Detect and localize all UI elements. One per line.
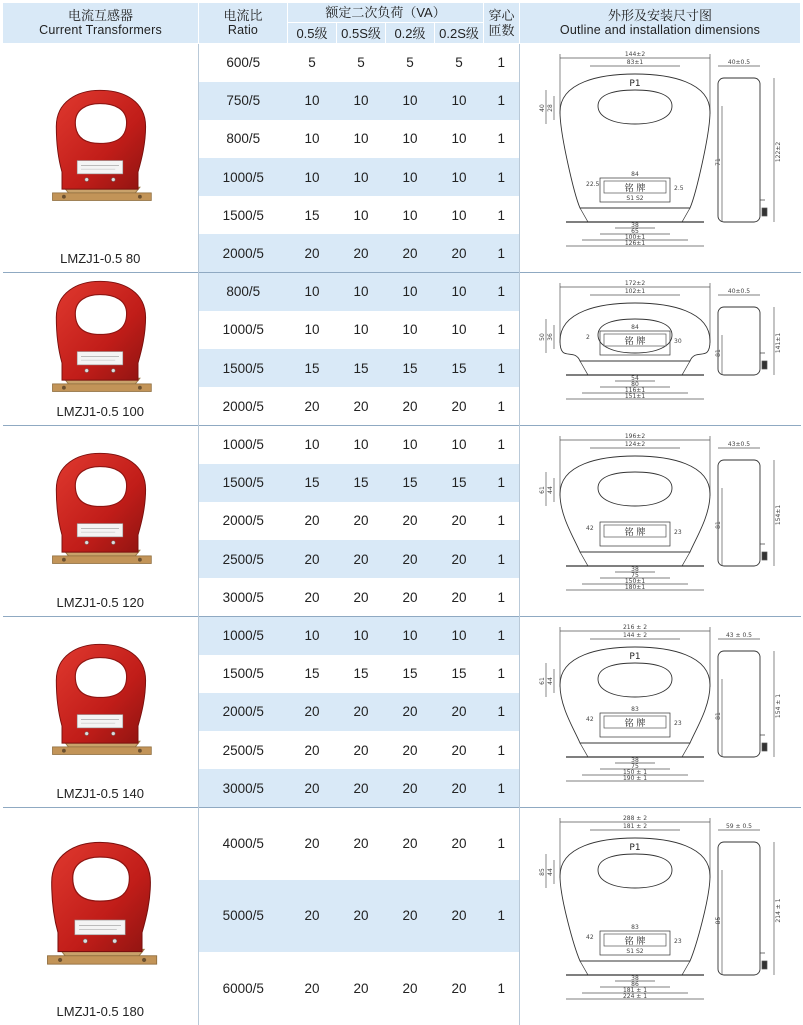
burden-cell: 20 [288, 540, 337, 578]
burden-cell: 20 [337, 234, 386, 272]
burden-cell: 20 [304, 589, 320, 605]
turns-cell: 1 [497, 980, 506, 996]
table-row [3, 273, 801, 311]
burden-cell: 20 [386, 540, 435, 578]
nameplate-label: 铭 牌 [624, 937, 646, 947]
burden-cell: 20 [402, 589, 418, 605]
burden-cell: 10 [435, 273, 484, 311]
burden-cell: 10 [337, 273, 386, 311]
dim-top-width: 172±2 [624, 280, 646, 287]
burden-cell: 5 [288, 44, 337, 82]
ratio-cell: 800/5 [199, 273, 288, 311]
dim-b1: 38 [631, 222, 639, 229]
nameplate-label: 铭 牌 [624, 528, 646, 538]
current-transformer-image [37, 835, 163, 972]
ratio-cell: 2000/5 [222, 513, 264, 529]
burden-cell: 20 [402, 742, 418, 758]
turns-cell: 1 [484, 880, 520, 952]
turns-cell: 1 [484, 426, 520, 464]
burden-cell: 10 [451, 322, 467, 338]
burden-cell: 10 [386, 273, 435, 311]
model-name: LMZJ1-0.5 140 [56, 786, 144, 801]
ratio-cell: 1000/5 [199, 158, 288, 196]
dim-height: 154±1 [775, 504, 783, 526]
dim-d3: 83 [631, 706, 639, 713]
burden-cell: 20 [337, 693, 386, 731]
burden-cell: 10 [353, 322, 369, 338]
burden-cell: 10 [402, 131, 418, 147]
dim-inner-width: 102±1 [624, 288, 646, 295]
burden-cell: 20 [304, 980, 320, 996]
dim-d4: 85 [715, 916, 723, 925]
dim-d1: 85 [539, 868, 547, 876]
outline-cell [520, 426, 801, 617]
burden-cell: 20 [353, 513, 369, 529]
turns-cell: 1 [484, 464, 520, 502]
dim-d5: 23 [674, 938, 682, 945]
ratio-cell: 3000/5 [199, 769, 288, 807]
model-name: LMZJ1-0.5 80 [60, 251, 141, 266]
ratio-cell: 2000/5 [199, 693, 288, 731]
header-ratio: 电流比 Ratio [199, 3, 288, 44]
burden-cell: 20 [451, 980, 467, 996]
dim-d1: 61 [539, 486, 547, 494]
outline-drawing [520, 273, 801, 425]
turns-cell: 1 [484, 540, 520, 578]
dim-top-width: 144±2 [624, 51, 646, 58]
burden-cell: 15 [288, 349, 337, 387]
header-outline: 外形及安装尺寸图 Outline and installation dimensions [520, 3, 801, 44]
burden-cell: 20 [435, 693, 484, 731]
ratio-cell: 4000/5 [199, 808, 288, 880]
table-row [3, 808, 801, 880]
dim-label-p1: P1 [629, 79, 641, 89]
dim-d2: 44 [547, 677, 555, 685]
burden-cell: 20 [304, 398, 320, 414]
outline-cell [520, 617, 801, 808]
burden-cell: 20 [304, 513, 320, 529]
dim-d3: 84 [631, 171, 639, 178]
ratio-cell: 6000/5 [222, 980, 264, 996]
dim-top-width: 196±2 [624, 433, 646, 440]
dim-inner-width: 144 ± 2 [622, 632, 648, 639]
dim-b3: 100±1 [624, 234, 646, 241]
burden-cell: 20 [435, 769, 484, 807]
model-name: LMZJ1-0.5 180 [56, 1004, 144, 1019]
burden-cell: 10 [288, 617, 337, 655]
model-name: LMZJ1-0.5 120 [56, 595, 144, 610]
dim-height: 122±2 [775, 141, 783, 163]
burden-cell: 10 [435, 82, 484, 120]
burden-cell: 5 [435, 44, 484, 82]
turns-cell: 1 [497, 742, 506, 758]
dim-d3: 84 [631, 324, 639, 331]
nameplate-label: 铭 牌 [624, 184, 646, 194]
burden-cell: 20 [288, 808, 337, 880]
dim-b1: 54 [631, 375, 639, 382]
outline-cell [520, 44, 801, 273]
burden-cell: 10 [435, 617, 484, 655]
burden-cell: 10 [288, 273, 337, 311]
current-transformer-image [43, 84, 157, 208]
turns-cell: 1 [497, 589, 506, 605]
turns-cell: 1 [484, 82, 520, 120]
burden-cell: 20 [402, 980, 418, 996]
dim-inner-width: 181 ± 2 [622, 823, 648, 830]
dim-b2: 86 [631, 981, 639, 988]
ratio-cell: 2500/5 [199, 540, 288, 578]
dim-d6: 42 [586, 934, 594, 941]
turns-cell: 1 [484, 158, 520, 196]
burden-cell: 20 [288, 693, 337, 731]
burden-cell: 15 [386, 464, 435, 502]
burden-cell: 20 [337, 769, 386, 807]
dim-d2: 36 [547, 333, 555, 341]
ratio-cell: 600/5 [199, 44, 288, 82]
dim-d1: 40 [539, 104, 547, 112]
burden-cell: 20 [337, 540, 386, 578]
header-turns: 穿心 匝数 [484, 3, 520, 44]
burden-cell: 10 [288, 82, 337, 120]
burden-cell: 20 [451, 589, 467, 605]
ratio-cell: 1000/5 [199, 617, 288, 655]
burden-cell: 10 [288, 158, 337, 196]
table-row [3, 617, 801, 655]
burden-cell: 10 [386, 426, 435, 464]
ratio-cell: 750/5 [199, 82, 288, 120]
table-header [3, 3, 801, 44]
terminal-label: S1 S2 [626, 195, 644, 202]
burden-cell: 20 [386, 693, 435, 731]
dim-d5: 23 [674, 720, 682, 727]
burden-cell: 20 [337, 880, 386, 952]
header-class: 0.5S级 [337, 23, 386, 44]
burden-cell: 15 [435, 464, 484, 502]
dim-height: 214 ± 1 [775, 898, 783, 923]
nameplate-label: 铭 牌 [624, 719, 646, 729]
burden-cell: 15 [386, 349, 435, 387]
dim-b1: 38 [631, 757, 639, 764]
burden-cell: 15 [402, 666, 418, 682]
burden-cell: 20 [402, 398, 418, 414]
dim-b3: 150 ± 1 [622, 769, 648, 776]
burden-cell: 10 [337, 158, 386, 196]
dim-d6: 42 [586, 525, 594, 532]
turns-cell: 1 [484, 234, 520, 272]
dim-b4: 190 ± 1 [622, 775, 648, 782]
dim-d1: 50 [539, 333, 547, 341]
burden-cell: 15 [337, 349, 386, 387]
dim-b2: 65 [631, 228, 639, 235]
burden-cell: 15 [304, 207, 320, 223]
dim-b4: 126±1 [624, 240, 646, 247]
outline-drawing [520, 44, 801, 272]
turns-cell: 1 [497, 513, 506, 529]
burden-cell: 20 [451, 398, 467, 414]
ratio-cell: 3000/5 [222, 589, 264, 605]
turns-cell: 1 [497, 322, 506, 338]
burden-cell: 10 [451, 131, 467, 147]
turns-cell: 1 [484, 617, 520, 655]
dim-top-width: 216 ± 2 [622, 624, 648, 631]
burden-cell: 20 [451, 742, 467, 758]
dim-depth: 43±0.5 [727, 441, 751, 448]
burden-cell: 10 [337, 82, 386, 120]
dim-label-p1: P1 [629, 843, 641, 853]
turns-cell: 1 [484, 349, 520, 387]
product-cell [3, 426, 199, 617]
burden-cell: 20 [435, 880, 484, 952]
dim-depth: 43 ± 0.5 [726, 632, 753, 639]
burden-cell: 20 [353, 398, 369, 414]
dim-b2: 80 [631, 381, 639, 388]
dim-b4: 224 ± 1 [622, 993, 648, 1000]
dim-b4: 180±1 [624, 584, 646, 591]
terminal-label: S1 S2 [626, 948, 644, 955]
ratio-cell: 2000/5 [222, 398, 264, 414]
model-name: LMZJ1-0.5 100 [56, 404, 144, 419]
nameplate-label: 铭 牌 [624, 337, 646, 347]
burden-cell: 10 [451, 207, 467, 223]
turns-cell: 1 [497, 398, 506, 414]
header-class: 0.2S级 [435, 23, 484, 44]
dim-d4: 81 [715, 712, 723, 720]
dim-inner-width: 83±1 [626, 59, 644, 66]
ratio-cell: 1000/5 [222, 322, 264, 338]
dim-d1: 61 [539, 677, 547, 685]
dim-d3: 83 [631, 924, 639, 931]
burden-cell: 20 [288, 769, 337, 807]
burden-cell: 20 [353, 742, 369, 758]
turns-cell: 1 [484, 693, 520, 731]
burden-cell: 15 [451, 666, 467, 682]
dim-height: 154 ± 1 [775, 693, 783, 719]
burden-cell: 20 [435, 540, 484, 578]
outline-drawing [520, 808, 801, 1025]
dim-d2: 44 [547, 486, 555, 494]
burden-cell: 10 [386, 82, 435, 120]
dim-d6: 22.5 [586, 181, 600, 188]
burden-cell: 15 [435, 349, 484, 387]
dim-b2: 75 [631, 572, 639, 579]
burden-cell: 10 [353, 131, 369, 147]
header-burden: 额定二次负荷（VA） [288, 3, 484, 23]
burden-cell: 10 [304, 322, 320, 338]
burden-cell: 20 [304, 742, 320, 758]
current-transformer-image [43, 447, 157, 571]
turns-cell: 1 [497, 666, 506, 682]
burden-cell: 20 [435, 234, 484, 272]
dim-d2: 28 [547, 104, 555, 112]
turns-cell: 1 [484, 44, 520, 82]
dim-b1: 38 [631, 975, 639, 982]
dim-b2: 75 [631, 763, 639, 770]
burden-cell: 10 [337, 617, 386, 655]
product-cell [3, 273, 199, 426]
turns-cell: 1 [497, 207, 506, 223]
current-transformer-image [43, 275, 157, 399]
burden-cell: 15 [304, 666, 320, 682]
header-class: 0.5级 [288, 23, 337, 44]
current-transformer-image [43, 638, 157, 762]
table-row [3, 426, 801, 464]
burden-cell: 20 [386, 880, 435, 952]
dim-d4: 81 [715, 521, 723, 529]
burden-cell: 20 [353, 980, 369, 996]
ratio-cell: 5000/5 [199, 880, 288, 952]
outline-cell [520, 808, 801, 1025]
burden-cell: 10 [386, 617, 435, 655]
dim-d5: 30 [674, 338, 682, 345]
burden-cell: 10 [435, 158, 484, 196]
dim-height: 141±1 [775, 332, 783, 354]
burden-cell: 20 [402, 513, 418, 529]
ratio-cell: 1000/5 [199, 426, 288, 464]
dim-depth: 40±0.5 [727, 59, 751, 66]
burden-cell: 20 [288, 880, 337, 952]
product-cell [3, 44, 199, 273]
dim-d4: 81 [715, 349, 723, 357]
dim-b1: 38 [631, 566, 639, 573]
burden-cell: 20 [386, 769, 435, 807]
dim-b3: 116±1 [624, 387, 646, 394]
ratio-cell: 2000/5 [199, 234, 288, 272]
dim-depth: 59 ± 0.5 [726, 823, 753, 830]
burden-cell: 10 [353, 207, 369, 223]
burden-cell: 10 [386, 158, 435, 196]
ratio-cell: 2500/5 [222, 742, 264, 758]
burden-cell: 10 [337, 426, 386, 464]
burden-cell: 15 [353, 666, 369, 682]
dim-b3: 150±1 [624, 578, 646, 585]
product-cell [3, 808, 199, 1025]
dim-top-width: 288 ± 2 [622, 815, 648, 822]
product-cell [3, 617, 199, 808]
burden-cell: 10 [435, 426, 484, 464]
table-row [3, 44, 801, 82]
dim-d5: 2.5 [674, 185, 684, 192]
ratio-cell: 1500/5 [199, 349, 288, 387]
turns-cell: 1 [484, 769, 520, 807]
dim-b4: 151±1 [624, 393, 646, 400]
outline-cell [520, 273, 801, 426]
burden-cell: 20 [337, 808, 386, 880]
turns-cell: 1 [484, 808, 520, 880]
header-class: 0.2级 [386, 23, 435, 44]
burden-cell: 10 [402, 207, 418, 223]
outline-drawing [520, 426, 801, 616]
dim-d6: 42 [586, 716, 594, 723]
burden-cell: 10 [304, 131, 320, 147]
ratio-cell: 800/5 [226, 131, 261, 147]
ratio-cell: 1500/5 [222, 666, 264, 682]
turns-cell: 1 [484, 273, 520, 311]
ratio-cell: 1500/5 [199, 464, 288, 502]
burden-cell: 10 [402, 322, 418, 338]
burden-cell: 20 [353, 589, 369, 605]
burden-cell: 20 [386, 234, 435, 272]
dim-b3: 181 ± 1 [622, 987, 648, 994]
outline-drawing [520, 617, 801, 807]
dim-d6: 2 [586, 334, 590, 341]
dim-inner-width: 124±2 [624, 441, 646, 448]
ratio-cell: 1500/5 [222, 207, 264, 223]
burden-cell: 5 [386, 44, 435, 82]
dim-d5: 23 [674, 529, 682, 536]
burden-cell: 20 [386, 808, 435, 880]
burden-cell: 15 [288, 464, 337, 502]
burden-cell: 10 [288, 426, 337, 464]
burden-cell: 5 [337, 44, 386, 82]
burden-cell: 20 [288, 234, 337, 272]
dim-depth: 40±0.5 [727, 288, 751, 295]
dim-label-p1: P1 [629, 652, 641, 662]
turns-cell: 1 [497, 131, 506, 147]
header-product: 电流互感器 Current Transformers [3, 3, 199, 44]
burden-cell: 20 [451, 513, 467, 529]
burden-cell: 15 [337, 464, 386, 502]
spec-table [2, 2, 801, 1025]
dim-d4: 71 [715, 158, 723, 166]
dim-d2: 44 [547, 868, 555, 876]
burden-cell: 20 [435, 808, 484, 880]
